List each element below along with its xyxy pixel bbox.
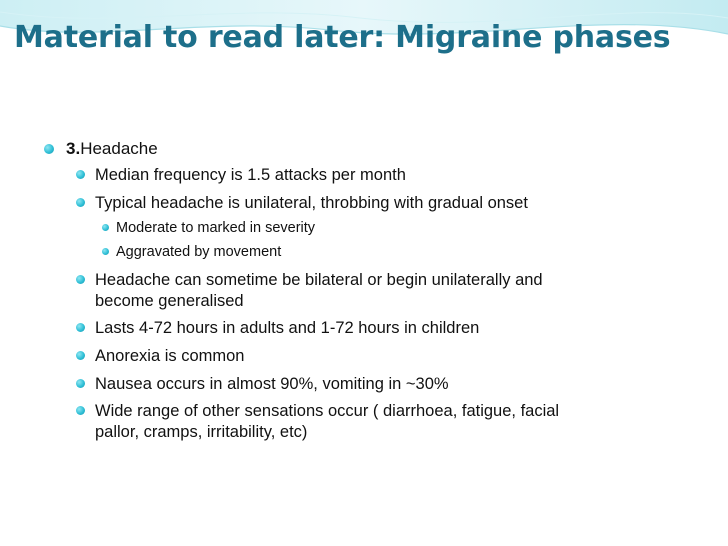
list-item-text: pallor, cramps, irritability, etc) <box>95 423 308 441</box>
bullet-icon <box>44 144 54 154</box>
list-item-text: Anorexia is common <box>95 347 245 365</box>
bullet-icon <box>76 275 85 284</box>
sub-list-item-text: Aggravated by movement <box>116 244 282 260</box>
heading-number: 3. <box>66 139 81 158</box>
list-item-text: become generalised <box>95 292 244 310</box>
bullet-icon <box>102 224 109 231</box>
list-item <box>95 345 244 367</box>
sub-list-item <box>116 242 281 262</box>
list-item <box>95 373 449 395</box>
bullet-icon <box>76 379 85 388</box>
list-item <box>95 269 543 291</box>
list-item <box>95 192 528 214</box>
list-item-text: Typical headache is unilateral, throbbing with gradual onset <box>95 194 528 212</box>
list-item-text: Wide range of other sensations occur ( diarrhoea, fatigue, facial <box>95 402 560 420</box>
bullet-icon <box>76 198 85 207</box>
list-item <box>95 400 559 422</box>
list-item-text: Lasts 4-72 hours in adults and 1-72 hours in children <box>95 319 480 337</box>
sub-list-item-text: Moderate to marked in severity <box>116 220 316 236</box>
bullet-icon <box>76 406 85 415</box>
list-item-heading <box>66 138 158 160</box>
bullet-icon <box>102 248 109 255</box>
list-item-text: Median frequency is 1.5 attacks per month <box>95 166 406 184</box>
list-item-text: Headache can sometime be bilateral or begin unilaterally and <box>95 271 543 289</box>
bullet-icon <box>76 323 85 332</box>
list-item <box>95 317 479 339</box>
bullet-icon <box>76 351 85 360</box>
list-item <box>95 164 406 186</box>
heading-text: Headache <box>80 139 158 158</box>
list-item-text: Nausea occurs in almost 90%, vomiting in ~30% <box>95 375 449 393</box>
bullet-icon <box>76 170 85 179</box>
sub-list-item <box>116 218 315 238</box>
list-item-continuation <box>95 290 244 312</box>
slide-title: Material to read later: Migraine phases <box>14 20 671 55</box>
list-item-continuation <box>95 421 307 443</box>
